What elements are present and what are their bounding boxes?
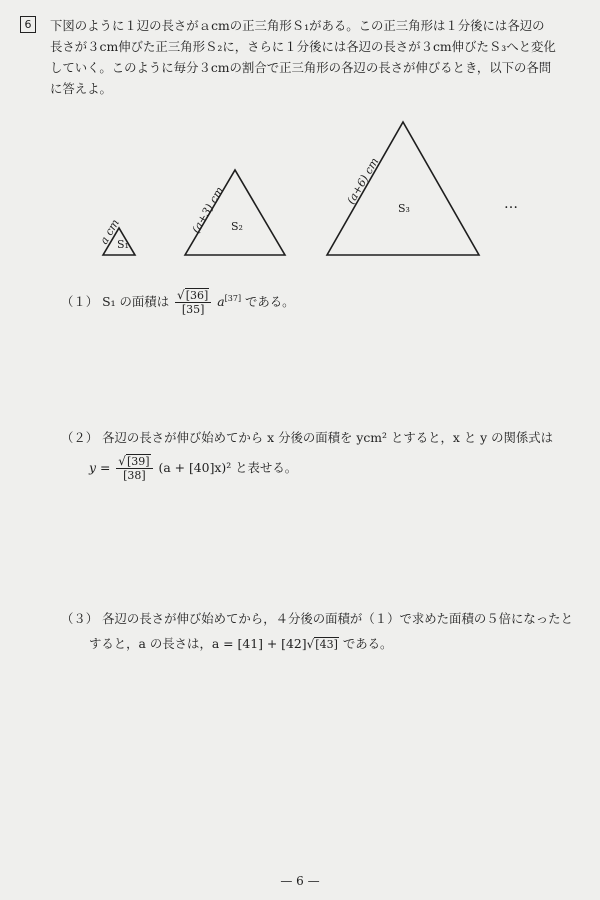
triangle-s3 <box>327 122 479 255</box>
intro-line-2: 長さが３cm伸びた正三角形Ｓ₂に，さらに１分後には各辺の長さが３cm伸びたＳ₃へと変化 <box>50 39 556 54</box>
part-1 <box>61 289 295 316</box>
part-2-expression: (a + [40]x)² <box>158 460 232 475</box>
part-2-fraction: $\frac{√[39]}{[38]}$ <box>116 455 152 482</box>
triangle-s2-label: S₂ <box>231 220 243 233</box>
answer-box-43: [43] <box>315 638 338 651</box>
answer-box-36: [36] <box>185 289 209 302</box>
part-2-formula <box>89 455 297 482</box>
answer-box-39: [39] <box>126 455 150 468</box>
part-2-line-1 <box>61 428 553 446</box>
page-number: — 6 — <box>280 874 320 888</box>
part-1-prefix: （１） <box>61 294 99 309</box>
triangle-s2-side-label: (a+3) cm <box>189 184 227 236</box>
intro-line-1: 下図のように１辺の長さがａcmの正三角形Ｓ₁がある。この正三角形は１分後には各辺の <box>50 18 545 33</box>
question-intro <box>50 15 556 99</box>
answer-box-38: [38] <box>123 469 146 482</box>
triangle-figure <box>0 110 600 270</box>
part-3-text-2: すると，a の長さは，a = [41] + [42] <box>89 636 307 651</box>
part-1-fraction: $\frac{√[36]}{[35]}$ <box>175 289 211 316</box>
part-2-text: 各辺の長さが伸び始めてから x 分後の面積を ycm² とすると，x と y の関係式は <box>102 430 554 445</box>
intro-line-3: していく。このように毎分３cmの割合で正三角形の各辺の長さが伸びるとき，以下の各問 <box>50 60 552 75</box>
part-1-text: S₁ の面積は <box>102 294 170 309</box>
part-2-suffix: と表せる。 <box>235 460 298 475</box>
part-3-text: 各辺の長さが伸び始めてから，４分後の面積が（１）で求めた面積の５倍になったと <box>102 611 573 626</box>
figure-ellipsis: … <box>504 196 518 212</box>
answer-box-35: [35] <box>181 303 205 316</box>
part-2-prefix: （２） <box>61 430 99 445</box>
part-1-suffix: である。 <box>245 294 295 309</box>
triangle-s3-label: S₃ <box>398 202 410 215</box>
part-3-line-2: すると，a の長さは，a = [41] + [42]√[43] である。 <box>89 636 393 651</box>
answer-box-37: [37] <box>224 293 242 303</box>
triangle-s1-side-label: a cm <box>97 216 122 247</box>
part-3-suffix: である。 <box>342 636 393 651</box>
part-2-lhs: y = <box>89 460 111 475</box>
part-3-line-1 <box>61 609 573 627</box>
triangle-s3-side-label: (a+6) cm <box>344 155 382 207</box>
part-1-variable: a <box>217 294 225 309</box>
question-number-box: 6 <box>20 16 36 33</box>
triangle-s1-label: S₁ <box>117 238 129 251</box>
intro-line-4: に答えよ。 <box>50 81 112 96</box>
part-3-prefix: （３） <box>61 611 99 626</box>
